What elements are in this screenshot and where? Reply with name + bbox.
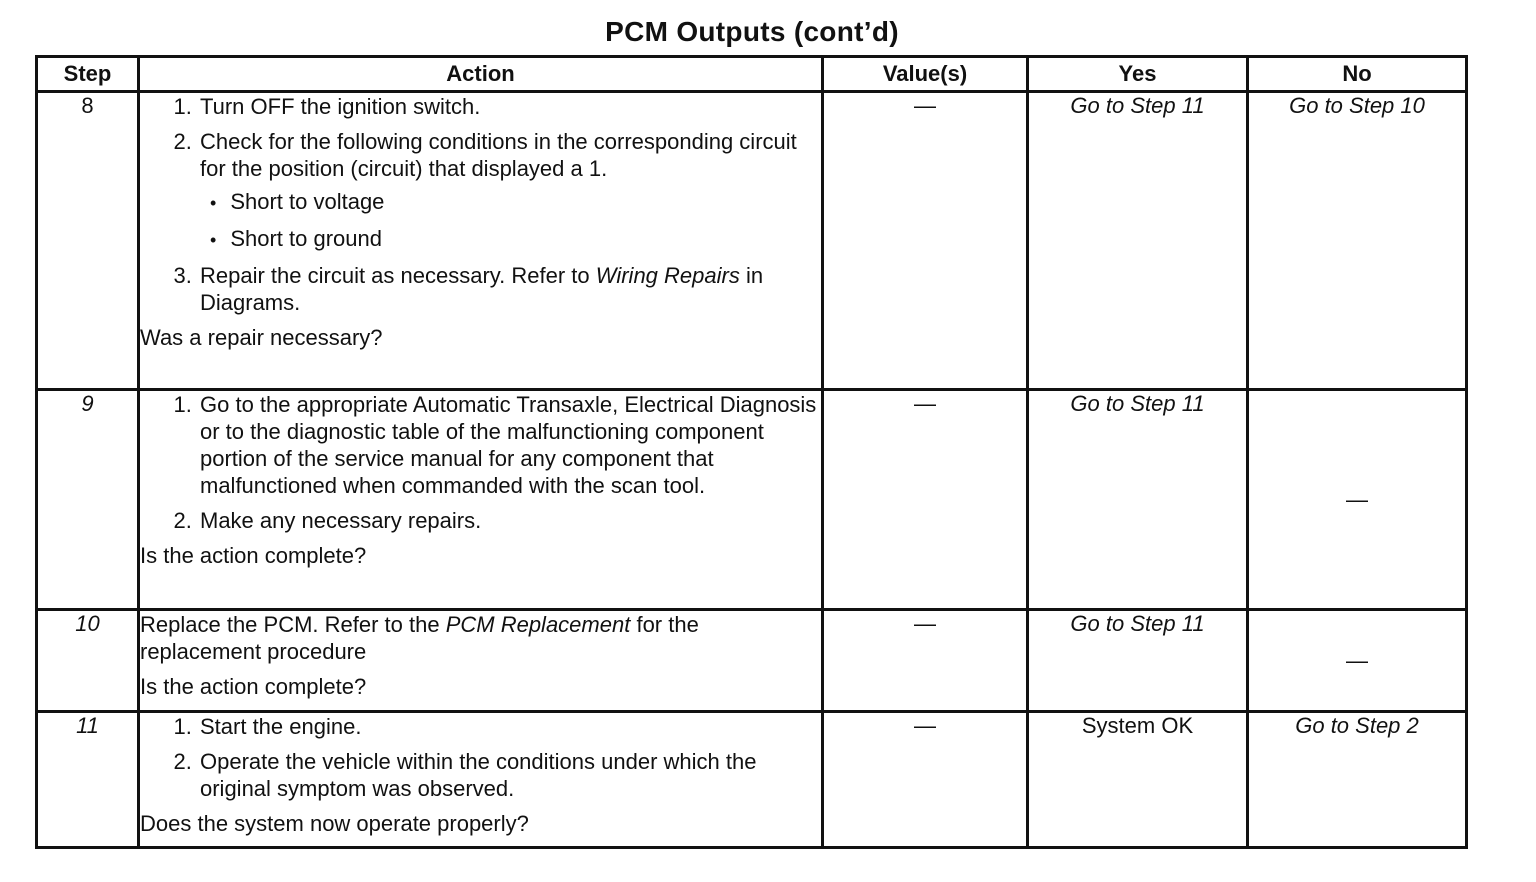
action-question: Was a repair necessary? bbox=[140, 325, 383, 350]
condition-item: • Short to ground bbox=[210, 225, 821, 254]
table-row-step-9 bbox=[37, 390, 1467, 610]
action-question: Does the system now operate properly? bbox=[140, 811, 529, 836]
step-number: 9 bbox=[37, 390, 139, 610]
diagnostic-table bbox=[35, 55, 1468, 849]
yes-cell: System OK bbox=[1028, 712, 1248, 848]
action-step-item bbox=[198, 262, 821, 316]
action-text bbox=[140, 611, 821, 665]
action-cell bbox=[139, 390, 823, 610]
action-cell bbox=[139, 92, 823, 390]
yes-cell: Go to Step 11 bbox=[1028, 610, 1248, 712]
yes-cell: Go to Step 11 bbox=[1028, 92, 1248, 390]
no-cell: — bbox=[1248, 390, 1467, 610]
header-step: Step bbox=[37, 57, 139, 92]
action-step-item: 2. Operate the vehicle within the conditions under which the original symptom was observed. bbox=[198, 748, 821, 802]
condition-item: • Short to voltage bbox=[210, 188, 821, 217]
action-step-item: 2. Make any necessary repairs. bbox=[198, 507, 821, 534]
action-steps bbox=[140, 93, 821, 316]
action-step-text: Repair the circuit as necessary. Refer to bbox=[200, 263, 596, 288]
value-cell: — bbox=[823, 390, 1028, 610]
step-number: 8 bbox=[37, 92, 139, 390]
reference-title: PCM Replacement bbox=[445, 612, 631, 637]
action-steps bbox=[140, 391, 821, 534]
reference-title: Wiring Repairs bbox=[595, 263, 740, 288]
action-step-item: 1. Go to the appropriate Automatic Transaxle, Electrical Diagnosis or to the diagnostic table of the malfunctioning component portion of the service manual for any component that malfunctioned when commanded with the scan tool. bbox=[198, 391, 821, 499]
action-text-part: for the replacement procedure bbox=[140, 612, 699, 664]
value-cell: — bbox=[823, 610, 1028, 712]
table-row-step-8 bbox=[37, 92, 1467, 390]
action-step-item: 1. Turn OFF the ignition switch. bbox=[198, 93, 821, 120]
action-text-part: Replace the PCM. Refer to the bbox=[140, 612, 446, 637]
condition-list bbox=[200, 188, 821, 254]
header-action: Action bbox=[139, 57, 823, 92]
action-question: Is the action complete? bbox=[140, 674, 367, 699]
table-row-step-10 bbox=[37, 610, 1467, 712]
table-row-step-11 bbox=[37, 712, 1467, 848]
action-cell bbox=[139, 610, 823, 712]
header-yes: Yes bbox=[1028, 57, 1248, 92]
action-step-item bbox=[198, 128, 821, 254]
no-cell: Go to Step 10 bbox=[1248, 92, 1467, 390]
action-step-text: in Diagrams. bbox=[200, 263, 764, 315]
action-steps bbox=[140, 713, 821, 802]
no-cell: — bbox=[1248, 610, 1467, 712]
step-number: 10 bbox=[37, 610, 139, 712]
value-cell: — bbox=[823, 712, 1028, 848]
page-title: PCM Outputs (cont’d) bbox=[605, 16, 899, 47]
action-cell bbox=[139, 712, 823, 848]
action-step-item: 1. Start the engine. bbox=[198, 713, 821, 740]
action-step-text: Check for the following conditions in the corresponding circuit for the position (circuit) that displayed a 1. bbox=[200, 129, 797, 181]
header-row bbox=[37, 57, 1467, 92]
value-cell: — bbox=[823, 92, 1028, 390]
header-values: Value(s) bbox=[823, 57, 1028, 92]
no-cell: Go to Step 2 bbox=[1248, 712, 1467, 848]
step-number: 11 bbox=[37, 712, 139, 848]
header-no: No bbox=[1248, 57, 1467, 92]
action-question: Is the action complete? bbox=[140, 543, 367, 568]
yes-cell: Go to Step 11 bbox=[1028, 390, 1248, 610]
